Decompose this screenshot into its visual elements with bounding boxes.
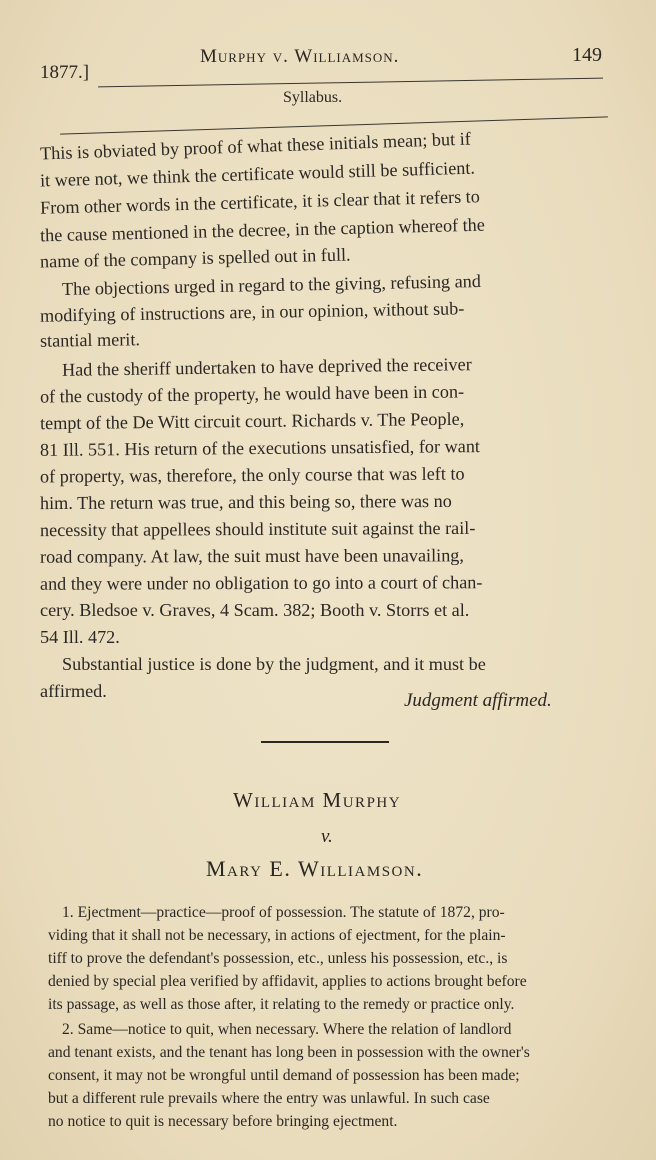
- text-line: road company. At law, the suit must have been unavailing,: [39, 545, 464, 567]
- headnote-line: and tenant exists, and the tenant has long been in possession with the owner's: [48, 1044, 530, 1061]
- headnote-line: consent, it may not be wrongful until demand of possession has been made;: [48, 1067, 520, 1084]
- defendant-name: Mary E. Williamson.: [206, 856, 424, 881]
- running-title: Murphy v. Williamson.: [200, 46, 400, 67]
- section-label: Syllabus.: [283, 89, 343, 106]
- text-line: of the custody of the property, he would have been in con-: [39, 381, 465, 407]
- text-line: it were not, we think the certificate would still be sufficient.: [39, 157, 476, 191]
- text-line: The objections urged in regard to the giving, refusing and: [61, 270, 482, 300]
- page-number: 149: [572, 44, 602, 66]
- text-line: necessity that appellees should institute suit against the rail-: [39, 517, 476, 541]
- text-line: him. The return was true, and this being so, there was no: [39, 490, 452, 514]
- headnote-line: no notice to quit is necessary before bringing ejectment.: [48, 1113, 398, 1130]
- text-line: tempt of the De Witt circuit court. Richards v. The People,: [39, 408, 465, 434]
- text-line: affirmed.: [40, 681, 107, 701]
- headnote-line: viding that it shall not be necessary, in actions of ejectment, for the plain-: [48, 927, 506, 944]
- versus: v.: [321, 826, 333, 847]
- text-line: From other words in the certificate, it is clear that it refers to: [39, 186, 481, 218]
- text-line: cery. Bledsoe v. Graves, 4 Scam. 382; Booth v. Storrs et al.: [40, 600, 470, 620]
- headnote-line: but a different rule prevails where the entry was unlawful. In such case: [48, 1090, 490, 1107]
- text-line: the cause mentioned in the decree, in the caption whereof the: [39, 214, 486, 246]
- text-line: Substantial justice is done by the judgment, and it must be: [62, 654, 486, 674]
- text-line: 81 Ill. 551. His return of the executions unsatisfied, for want: [39, 436, 481, 460]
- text-line: modifying of instructions are, in our opinion, without sub-: [39, 298, 465, 326]
- headnote-line: 2. Same—notice to quit, when necessary. Where the relation of landlord: [62, 1021, 512, 1038]
- text-line: name of the company is spelled out in full.: [39, 244, 351, 272]
- text-line: 54 Ill. 472.: [40, 627, 120, 647]
- section-rule: [60, 116, 608, 134]
- text-line: and they were under no obligation to go into a court of chan-: [39, 572, 483, 594]
- text-line: This is obviated by proof of what these initials mean; but if: [39, 128, 472, 164]
- text-line: Had the sheriff undertaken to have deprived the receiver: [61, 354, 472, 380]
- text-line: stantial merit.: [39, 329, 141, 351]
- headnote-line: denied by special plea verified by affidavit, applies to actions brought before: [48, 973, 527, 990]
- header-rule: [98, 78, 603, 88]
- headnote-line: tiff to prove the defendant's possession, etc., unless his possession, etc., is: [48, 950, 508, 967]
- plaintiff-name: William Murphy: [233, 788, 402, 812]
- year-marker: 1877.]: [40, 62, 90, 83]
- judgment-line: Judgment affirmed.: [404, 690, 552, 711]
- text-line: of property, was, therefore, the only course that was left to: [39, 463, 465, 487]
- case-divider: [261, 741, 389, 743]
- headnote-line: its passage, as well as those after, it relating to the remedy or practice only.: [48, 996, 515, 1013]
- headnote-line: 1. Ejectment—practice—proof of possession. The statute of 1872, pro-: [62, 904, 505, 921]
